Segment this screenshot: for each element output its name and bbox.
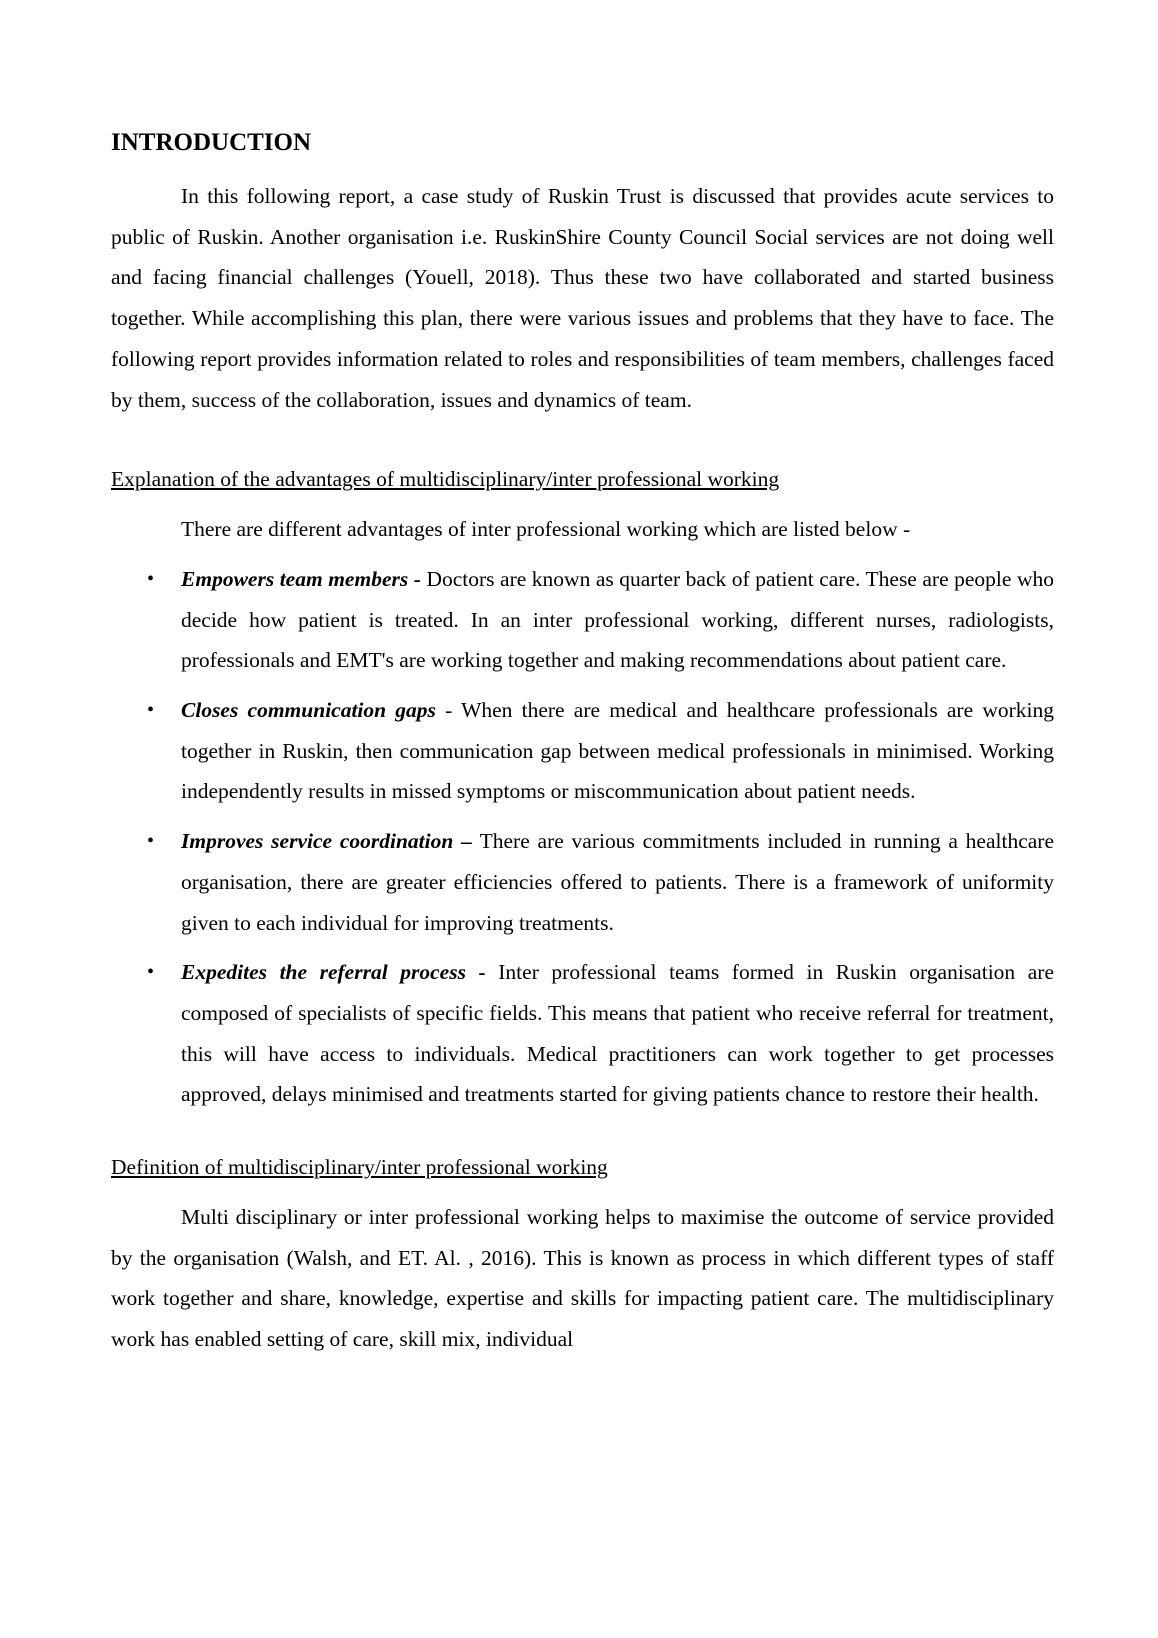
bullet-title: Improves service coordination – xyxy=(181,829,480,854)
bullet-text: Doctors are known as quarter back of patient care. These are people who decide how patient is treated. In an inter professional working, different nurses, radiologists, professionals and EMT's are working together and making recommendations about patient care. xyxy=(181,566,1054,673)
advantages-intro: There are different advantages of inter professional working which are listed below - xyxy=(181,517,911,542)
bullet-text: - When there are medical and healthcare professionals are working together in Ruskin, then communication gap between medical professionals in minimised. Working independently results in missed symptoms or miscommunication about patient needs. xyxy=(181,698,1054,804)
definition-paragraph: Multi disciplinary or inter professional working helps to maximise the outcome of service provided by the organisation (Walsh, and ET. Al. , 2016). This is known as process in which different types of staff work together and share, knowledge, expertise and skills for impacting patient care. The multidisciplinary work has enabled setting of care, skill mix, individual xyxy=(111,1205,1054,1352)
advantages-list xyxy=(111,559,1054,1115)
list-item xyxy=(111,821,1054,943)
introduction-paragraph: In this following report, a case study of Ruskin Trust is discussed that provides acute services to public of Ruskin. Another organisation i.e. RuskinShire County Council Social services are not doing well and facing financial challenges (Youell, 2018). Thus these two have collaborated and started business together. While accomplishing this plan, there were various issues and problems that they have to face. The following report provides information related to roles and responsibilities of team members, challenges faced by them, success of the collaboration, issues and dynamics of team. xyxy=(111,184,1054,412)
bullet-icon: • xyxy=(147,699,155,722)
bullet-title: Closes communication gaps xyxy=(181,698,446,723)
bullet-icon: • xyxy=(147,961,155,984)
bullet-text: Inter professional teams formed in Ruskin organisation are composed of specialists of specific fields. This means that patient who receive referral for treatment, this will have access to individuals. Medical practitioners can work together to get processes approved, delays minimised and treatments started for giving patients chance to restore their health. xyxy=(181,960,1054,1107)
page-content xyxy=(111,128,1054,1360)
bullet-title: Expedites the referral process - xyxy=(181,960,499,985)
definition-heading: Definition of multidisciplinary/inter professional working xyxy=(111,1155,608,1180)
list-item xyxy=(111,952,1054,1115)
bullet-title: Empowers team members - xyxy=(181,566,427,591)
bullet-icon: • xyxy=(147,830,155,853)
list-item xyxy=(111,559,1054,681)
bullet-text: There are various commitments included in running a healthcare organisation, there are greater efficiencies offered to patients. There is a framework of uniformity given to each individual for improving treatments. xyxy=(181,829,1054,935)
bullet-icon: • xyxy=(147,567,155,590)
list-item xyxy=(111,690,1054,812)
introduction-heading: INTRODUCTION xyxy=(111,129,312,156)
advantages-heading: Explanation of the advantages of multidisciplinary/inter professional working xyxy=(111,467,780,492)
